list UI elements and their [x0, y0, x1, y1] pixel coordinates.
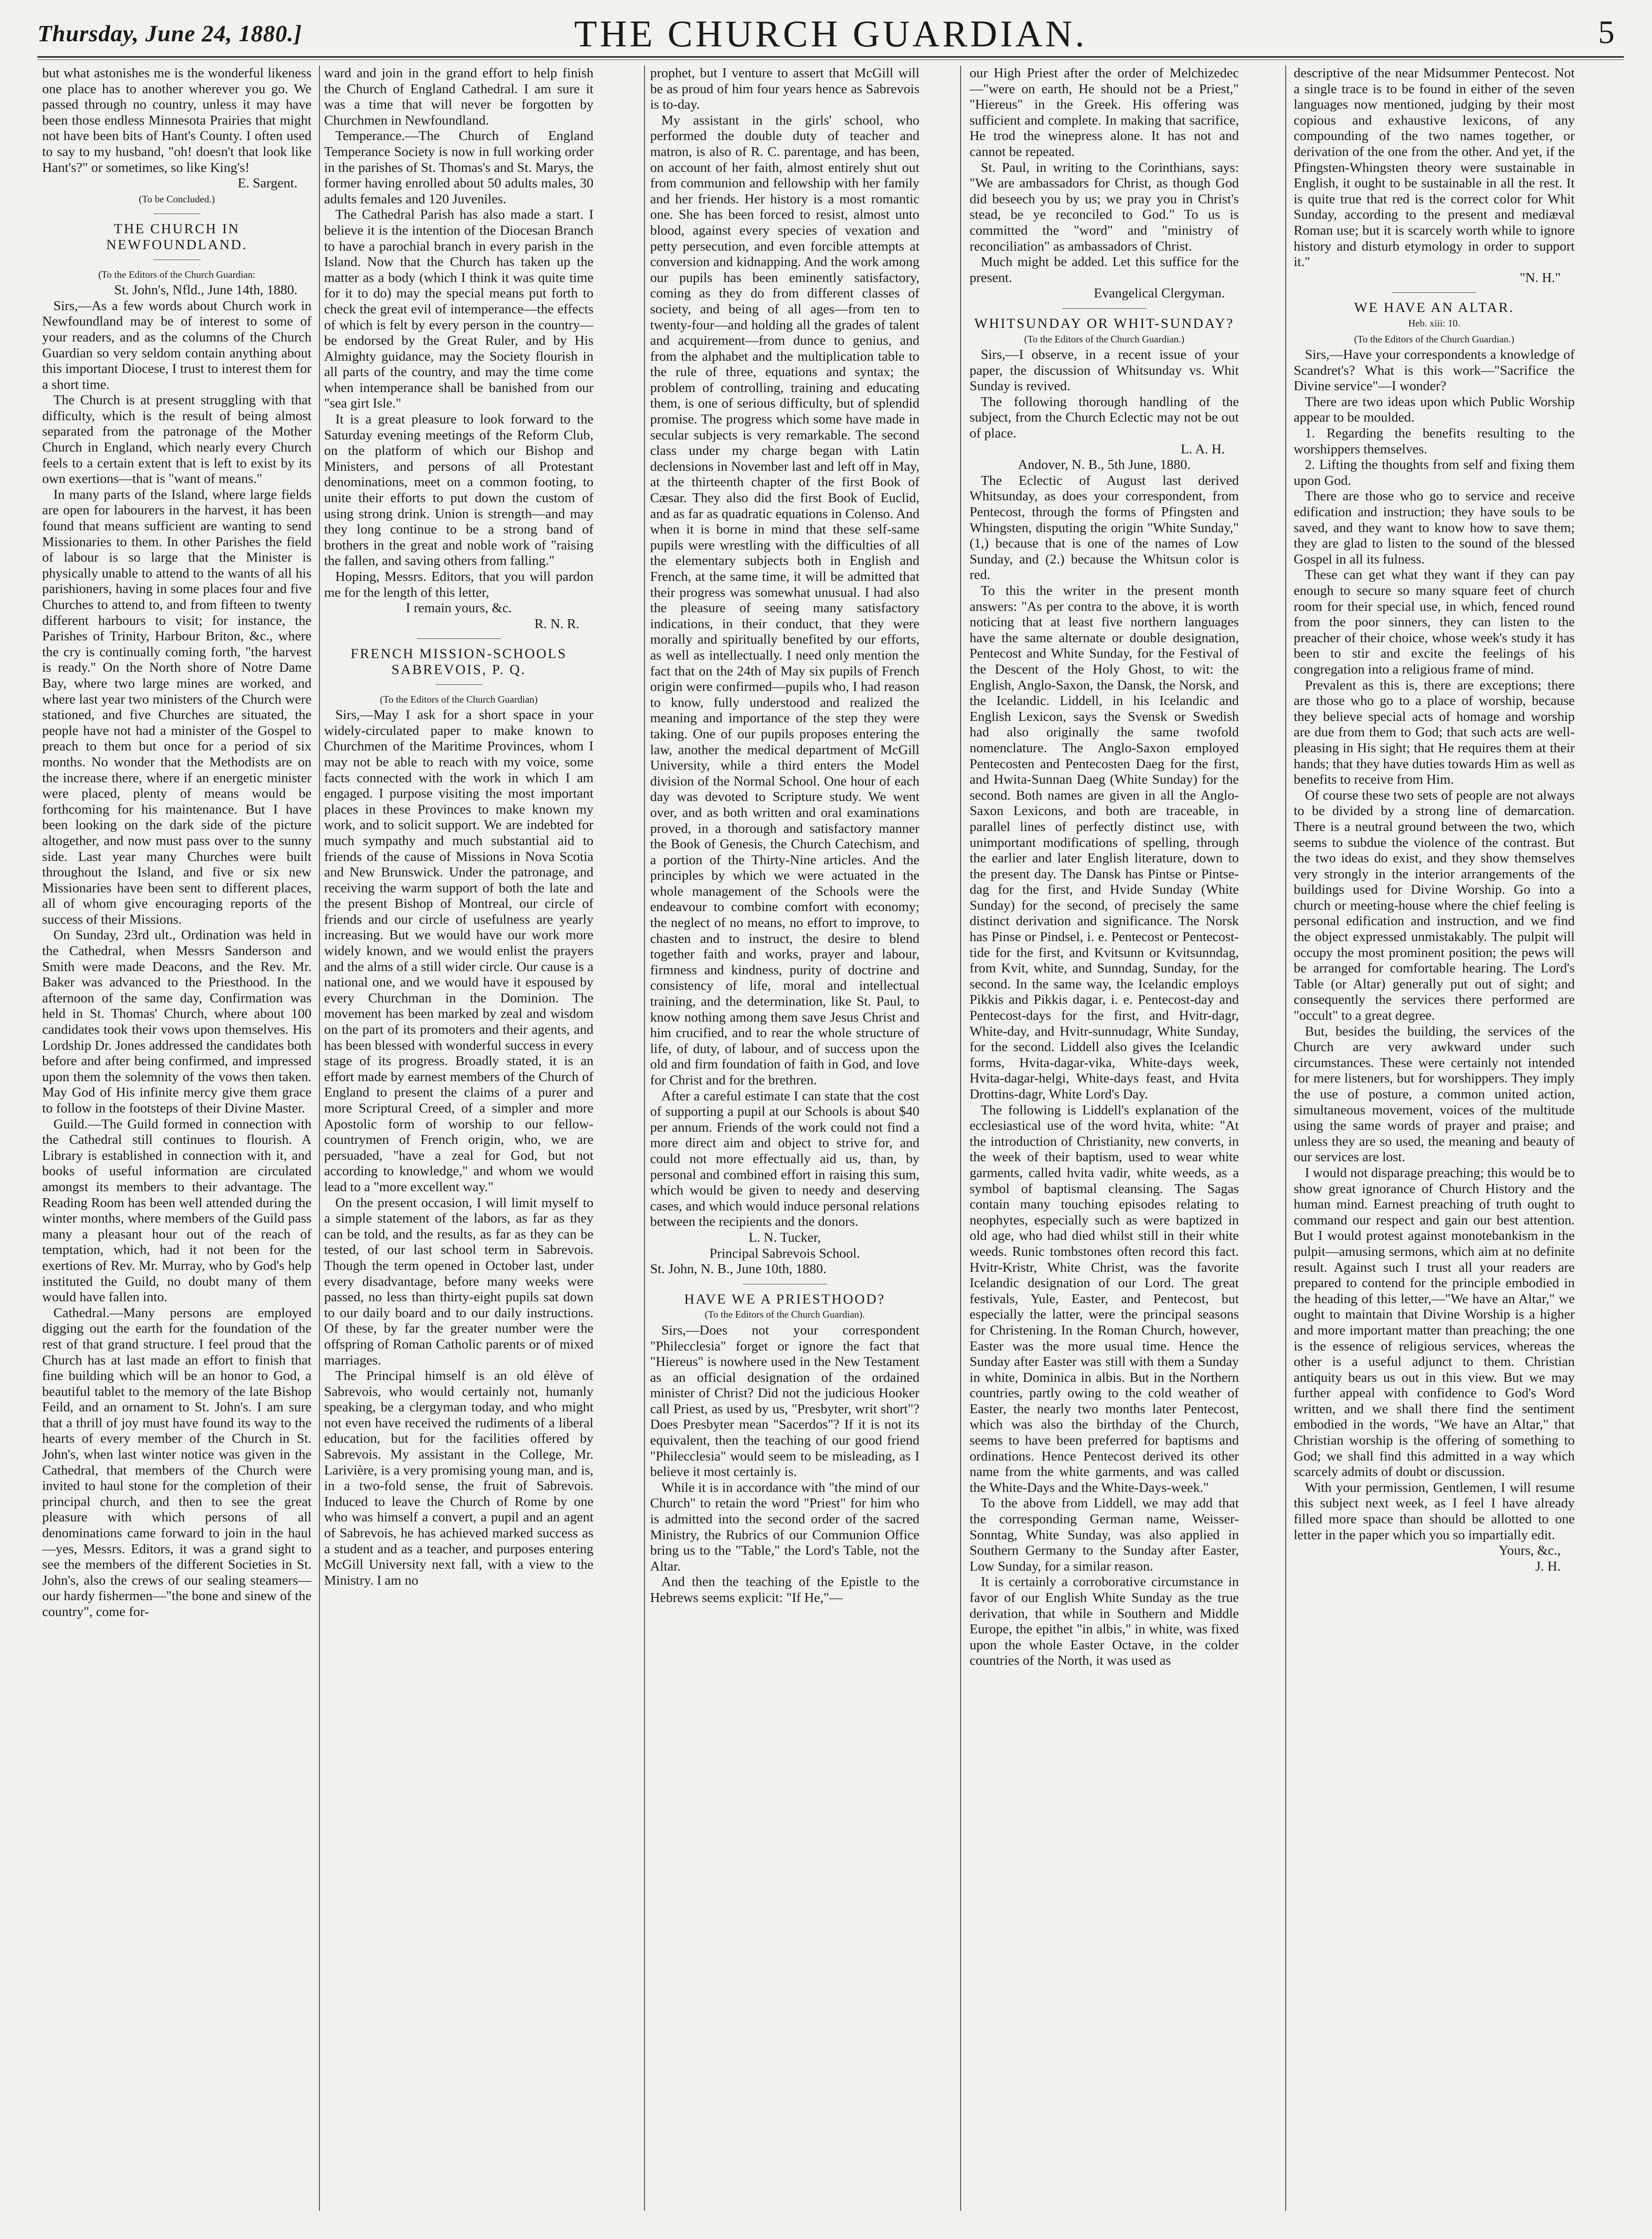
editors-note: (To the Editors of the Church Guardian.) [1354, 333, 1515, 345]
separator-rule [417, 638, 501, 639]
article-paragraph: There are those who go to service and receive edification and instruction; they have souls to be saved, and they want to know how to save them; they are glad to listen to the sound of the blessed Gospel in all its fulness. [1294, 489, 1575, 567]
letter-closing: Yours, &c., [1498, 1543, 1561, 1558]
lead-signature: E. Sargent. [237, 176, 297, 191]
newspaper-title: THE CHURCH GUARDIAN. [574, 14, 1088, 55]
article-paragraph: There are two ideas upon which Public Worship appear to be moulded. [1294, 394, 1575, 425]
column-5 [1294, 66, 1575, 2220]
article-paragraph: our High Priest after the order of Melchizedec—"were on earth, He should not be a Priest," "Hiereus" in the Greek. His offering was sufficient and complete. In making that sacrifice, He trod the winepress alone. It has not and cannot be repeated. [970, 66, 1239, 159]
separator-rule [154, 259, 200, 260]
editors-note: (To the Editors of the Church Guardian: [98, 268, 256, 280]
article-paragraph: descriptive of the near Midsummer Pentecost. Not a single trace is to be found in either of the seven languages now mentioned, judging by their most copious and exhaustive lexicons, of any compounding of the two names together, or derivation of the one from the other. And yet, if the Pfingsten-Whingsten theory were sustainable in English, it ought to be sustainable in all the rest. It is quite true that red is the correct color for Whit Sunday, according to the present and mediæval Roman use; but it is scarcely worth while to ignore history and disturb etymology in order to support it." [1294, 66, 1575, 270]
article-title: WHITSUNDAY OR WHIT-SUNDAY? [974, 315, 1234, 331]
letter-signature: R. N. R. [534, 616, 579, 631]
letter-signature-final: J. H. [1535, 1558, 1561, 1574]
issue-date: Thursday, June 24, 1880.] [37, 20, 302, 46]
article-paragraph: To the above from Liddell, we may add that the corresponding German name, Weisser-Sonntag, White Sunday, was also applied in Southern Germany to the Sunday after Easter, Low Sunday, for a similar reason. [970, 1496, 1239, 1574]
article-paragraph: On Sunday, 23rd ult., Ordination was held in the Cathedral, when Messrs Sanderson and Smith were made Deacons, and the Rev. Mr. Baker was advanced to the Priesthood. In the afternoon of the same day, Confirmation was held in St. Thomas' Church, where about 100 candidates took their vows upon themselves. His Lordship Dr. Jones addressed the candidates both before and after being confirmed, and impressed upon them the solemnity of the vows then taken. May God of His infinite mercy give them grace to follow in the footsteps of their Divine Master. [42, 927, 311, 1116]
article-paragraph: ward and join in the grand effort to help finish the Church of England Cathedral. I am sure it was a time that will never be forgotten by Churchmen in Newfoundland. [324, 66, 593, 128]
article-paragraph: I would not disparage preaching; this would be to show great ignorance of Church History and the human mind. Earnest preaching of truth ought to command our respect and gain our best attention. But I would protest against monotebankism in the pulpit—amusing sermons, which aim at no definite result. Against such I trust all your readers are prepared to contend for the principle embodied in the heading of this letter,—"We have an Altar," we ought to maintain that Divine Worship is a higher and more important matter than preaching; the one is the essence of religious services, whereas the other is a useful adjunct to them. Christian antiquity bears us out in this view. But we may further appeal with confidence to God's Word written, and we shall there find the sentiment embodied in the words, "We have an Altar," that Christian worship is the offering of something to God; we shall find this admitted in a way which scarcely admits of doubt or discussion. [1294, 1165, 1575, 1480]
letter-initials: L. A. H. [1180, 441, 1225, 457]
article-paragraph: The Principal himself is an old élève of Sabrevois, who would certainly not, humanly speaking, be a clergyman today, and who might not even have received the rudiments of a liberal education, but for the facilities offered by Sabrevois. My assistant in the College, Mr. Larivière, is a very promising young man, and is, in a two-fold sense, the fruit of Sabrevois. Induced to leave the Church of Rome by one who was himself a convert, a pupil and an agent of Sabrevois, he has achieved marked success as a student and as a teacher, and purposes entering McGill University next fall, with a view to the Ministry. I am no [324, 1368, 593, 1588]
dateline: St. John's, Nfld., June 14th, 1880. [114, 282, 297, 298]
signature-place: St. John, N. B., June 10th, 1880. [650, 1261, 827, 1277]
separator-rule [436, 684, 482, 685]
signature-name: L. N. Tucker, [748, 1230, 821, 1245]
article-paragraph: It is certainly a corroborative circumstance in favor of our English White Sunday as the true derivation, that while in Southern and Middle Europe, the epithet "in albis," in white, was fixed upon the whole Easter Octave, in the colder countries of the North, it was used as [970, 1574, 1239, 1668]
column-2 [324, 66, 593, 2220]
masthead-rule [37, 56, 1624, 58]
continued-note: (To be Concluded.) [139, 193, 215, 205]
article-paragraph: Of course these two sets of people are not always to be divided by a strong line of demarcation. There is a neutral ground between the two, which seems to subdue the violence of the contrast. But the two ideas do exist, and they show themselves very strongly in the interior arrangements of the buildings used for Divine Worship. Go into a church or meeting-house where the chief feeling is personal edification and instruction, and we find the object expressed unmistakably. The pulpit will occupy the most prominent position; the pews will be arranged for comfortable hearing. The Lord's Table (or Altar) generally put out of sight; and consequently the services there performed are "occult" to a great degree. [1294, 787, 1575, 1023]
article-paragraph: Temperance.—The Church of England Temperance Society is now in full working order in the parishes of St. Thomas's and St. Marys, the former having enrolled about 50 adults males, 30 adults females and 120 Juveniles. [324, 128, 593, 207]
article-paragraph: It is a great pleasure to look forward to the Saturday evening meetings of the Reform Club, on the platform of which our Bishop and Ministers, and persons of all Protestant denominations, meet on a common footing, to unite their efforts to put down the custom of using strong drink. Union is strength—and may they long continue to be a strong band of brothers in the great and noble work of "raising the fallen, and saving others from falling." [324, 412, 593, 569]
article-paragraph: The Eclectic of August last derived Whitsunday, as does your correspondent, from Pentecost, through the forms of Pfingsten and Whingsten, disputing the origin "White Sunday," (1,) because that is one of the names of Low Sunday, and (2.) because the Whitsun color is red. [970, 473, 1239, 583]
article-paragraph: Prevalent as this is, there are exceptions; there are those who go to a place of worship, because they believe special acts of homage and worship are due from them to God; that such acts are well-pleasing in His sight; that He requires them at their hands; that they have duties towards Him as well as benefits to receive from Him. [1294, 677, 1575, 787]
article-paragraph: Sirs,—Have your correspondents a knowledge of Scandret's? What is this work—"Sacrifice the Divine service"—I wonder? [1294, 347, 1575, 394]
article-paragraph: In many parts of the Island, where large fields are open for labourers in the harvest, it has been found that means sufficient are wanting to send Missionaries to them. In other Parishes the field of labour is so large that the Minister is physically unable to attend to the wants of all his parishioners, having in some places four and five Churches to attend to, and from fifteen to twenty different harbours to visit; for instance, the Parishes of Trinity, Harbour Briton, &c., where the cry is continually coming forth, "the harvest is ready." On the North shore of Notre Dame Bay, where two large mines are worked, and where last year two ministers of the Church were stationed, and five Churches are situated, the people have not had a minister of the Gospel to preach to them but once for a period of six months. No wonder that the Methodists are on the increase there, where if an energetic minister were placed, plenty of means would be forthcoming for his maintenance. But I have been looking on the dark side of the picture altogether, and now must pass over to the sunny side. Last year many Churches were built throughout the Island, and five or six new Missionaries have been sent to different places, all of whom give encouraging reports of the success of their Missions. [42, 487, 311, 927]
column-4 [970, 66, 1239, 2220]
letter-signature: "N. H." [1519, 270, 1561, 285]
article-paragraph: Hoping, Messrs. Editors, that you will pardon me for the length of this letter, [324, 569, 593, 600]
article-paragraph: St. Paul, in writing to the Corinthians, says: "We are ambassadors for Christ, as though God did beseech you by us; we pray you in Christ's stead, be ye reconciled to God." To us is committed the "word" and "ministry of reconciliation" as ambassadors of Christ. [970, 160, 1239, 254]
signature-title: Principal Sabrevois School. [709, 1246, 860, 1261]
article-paragraph: To this the writer in the present month answers: "As per contra to the above, it is worth noticing that at least five northern languages have the same alternate or double designation, Pentecost and White Sunday, for the Festival of the Descent of the Holy Ghost, to wit: the English, Anglo-Saxon, the Dansk, the Norsk, and the Icelandic. Liddell, in his Icelandic and English Lexicon, says the Svensk or Swedish had also originally the same twofold nomenclature. The Anglo-Saxon employed Pentecosten and Pentecosten Daeg for the first, and Hwita-Sunnan Daeg (White Sunday) for the second. Both names are given in all the Anglo-Saxon Lexicons, and both are traceable, in parallel lines of perfectly distinct use, with unimportant modifications of spelling, through the earlier and later English literature, down to the present day. The Dansk has Pintse or Pintse-dag for the first, and Hvide Sunday (White Sunday) for the second, of precisely the same distinct derivation and significance. The Norsk has Pinse or Pindsel, i. e. Pentecost or Pentecost-tide for the first, and Kvitsunn or Kvitsunndag, from Kvit, white, and Sunndag, Sunday, for the second. In the same way, the Icelandic employs Pikkis and Pikkis dagar, i. e. Pentecost-day and Pentecost-days for the first, and Hvitr-dagr, White-day, and Hvitr-sunnudagr, White Sunday, for the second. Liddell also gives the Icelandic forms, Hvita-dagar-vika, White-days week, Hvita-dagar-helgi, White-days feast, and Hvita Drottins-dagr, White Lord's Day. [970, 583, 1239, 1102]
page-number: 5 [1598, 15, 1615, 51]
masthead-rule-thin [37, 59, 1624, 60]
article-paragraph: The following thorough handling of the subject, from the Church Eclectic may not be out of place. [970, 394, 1239, 441]
article-title: WE HAVE AN ALTAR. [1354, 300, 1514, 316]
separator-rule [1392, 292, 1476, 293]
editors-note: (To the Editors of the Church Guardian). [704, 1309, 865, 1320]
letter-closing: I remain yours, &c. [406, 601, 512, 616]
article-paragraph: And then the teaching of the Epistle to the Hebrews seems explicit: "If He,"— [650, 1574, 919, 1605]
article-title: HAVE WE A PRIESTHOOD? [684, 1291, 886, 1307]
article-paragraph: With your permission, Gentlemen, I will resume this subject next week, as I feel I have already filled more space than should be allotted to one letter in the paper which you so impartially edit. [1294, 1480, 1575, 1542]
article-paragraph: The Church is at present struggling with that difficulty, which is the result of being almost separated from the patronage of the Mother Church in England, which nearly every Church feels to a certain extent that is left to exist by its own exertions—that is "want of means." [42, 393, 311, 487]
article-paragraph: After a careful estimate I can state that the cost of supporting a pupil at our Schools is about $40 per annum. Friends of the work could not find a more direct aim and object to strive for, and could not more effectually aid us, than, by personal and combined effort in raising this sum, which would be given to needy and deserving cases, and which would induce personal relations between the recipients and the donors. [650, 1088, 919, 1230]
letter-dateline: Andover, N. B., 5th June, 1880. [1018, 457, 1191, 473]
column-3 [650, 66, 919, 2220]
article-paragraph: Sirs,—I observe, in a recent issue of your paper, the discussion of Whitsunday vs. Whit Sunday is revived. [970, 347, 1239, 394]
article-title: THE CHURCH IN NEWFOUNDLAND. [106, 221, 248, 252]
article-paragraph: Sirs,—As a few words about Church work in Newfoundland may be of interest to some of your readers, and as the columns of the Church Guardian so very seldom contain anything about this important Diocese, I trust to interest them for a short time. [42, 298, 311, 392]
column-1 [42, 66, 311, 2220]
article-paragraph: 1. Regarding the benefits resulting to the worshippers themselves. [1294, 426, 1575, 457]
article-columns [42, 66, 1635, 2220]
article-paragraph: Much might be added. Let this suffice for the present. [970, 254, 1239, 285]
article-paragraph: My assistant in the girls' school, who performed the double duty of teacher and matron, is also of R. C. parentage, and has been, on account of her faith, almost entirely shut out from communion and fellowship with her family and her friends. Her history is a most romantic one. She has been forced to resist, almost unto blood, against every species of vexation and petty persecution, and even forcible attempts at conversion and kidnapping. And the work among our pupils has been eminently satisfactory, coming as they do from different classes of society, and being of all ages—from ten to twenty-four—and holding all the grades of talent and acquirement—from dunce to genius, and from the alphabet and the multiplication table to the rule of three, equations and syntax; the problem of controlling, training and educating them, is one of serious difficulty, but of splendid promise. The progress which some have made in secular subjects is very remarkable. The second class under my charge began with Latin declensions in November last and left off in May, at the thirteenth chapter of the first Book of Cæsar. They also did the first Book of Euclid, and as far as quadratic equations in Colenso. And when it is borne in mind that these self-same pupils were wrestling with the difficulties of all the elementary subjects both in English and French, at the same time, it will be admitted that their progress was somewhat unusual. I had also the pleasure of seeing many satisfactory indications, in their conduct, that they were morally and spiritually benefited by our efforts, as well as intellectually. I need only mention the fact that on the 24th of May six pupils of French origin were confirmed—pupils who, I had reason to know, fully understood and realized the meaning and importance of the step they were taking. One of our pupils proposes entering the law, another the medical department of McGill University, while a third enters the Model division of the Normal School. One hour of each day was devoted to Scripture study. We went over, and as both written and oral examinations proved, in a thorough and satisfactory manner the Book of Genesis, the Church Catechism, and a portion of the Thirty-Nine articles. And the principles by which we were actuated in the whole management of the Schools were the endeavour to combine comfort with economy; the neglect of no means, no effort to improve, to chasten and to instruct, the desire to blend together faith and works, prayer and labour, firmness and kindness, purity of doctrine and consistency of life, moral and intellectual training, and the determination, like St. Paul, to know nothing among them save Jesus Christ and him crucified, and to rear the whole structure of life, of duty, of labour, and of success upon the old and firm foundation of faith in God, and love for Christ and for the brethren. [650, 112, 919, 1088]
article-paragraph: While it is in accordance with "the mind of our Church" to retain the word "Priest" for him who is admitted into the second order of the sacred Ministry, the Rubrics of our Communion Office bring us to the "Table," the Lord's Table, not the Altar. [650, 1480, 919, 1574]
letter-signature: Evangelical Clergyman. [1094, 286, 1225, 301]
article-paragraph: The following is Liddell's explanation of the ecclesiastical use of the word hvita, white: "At the introduction of Christianity, new converts, in the week of their baptism, used to wear white garments, called hvita vadir, white weeds, as a symbol of baptismal cleansing. The Sagas contain many touching episodes relating to neophytes, especially such as were baptized in old age, who had died whilst still in their white weeds. Runic tombstones often record this fact. Hvitr-Kristr, White Christ, was the favorite Icelandic designation of our Lord. The great festivals, Yule, Easter, and Pentecost, but especially the latter, were the principal seasons for Christening. In the Roman Church, however, Easter was the more usual time. Hence the Sunday after Easter was still with them a Sunday in white, Dominica in albis. But in the Northern countries, partly owing to the cold weather of Easter, the nearly two months later Pentecost, which was also the birthday of the Church, seems to have been preferred for baptisms and ordinations. Hence Pentecost derived its other name from the white garments, and was called the White-Days and the White-Days-week." [970, 1102, 1239, 1495]
article-paragraph: Cathedral.—Many persons are employed digging out the earth for the foundation of the rest of that grand structure. I feel proud that the Church has at last made an effort to finish that fine building which will be an honor to God, a beautiful tablet to the memory of the late Bishop Feild, and an ornament to St. John's. I am sure that a thrill of joy must have found its way to the hearts of every member of the Church in St. John's, when last winter notice was given in the Cathedral, that members of the Church were invited to haul stone for the completion of their principal church, and then to see the great pleasure with which persons of all denominations came forward to join in the haul—yes, Messrs. Editors, it was a grand sight to see the members of the different Societies in St. John's, also the crews of our sealing steamers—our hardy fishermen—"the bone and sinew of the country", come for- [42, 1305, 311, 1619]
article-paragraph: Guild.—The Guild formed in connection with the Cathedral still continues to flourish. A Library is established in connection with it, and books of useful information are circulated amongst its members to their advantage. The Reading Room has been well attended during the winter months, where members of the Guild pass many a pleasant hour out of the reach of temptation, which, had it not been for the exertions of Rev. Mr. Murray, who by God's help instituted the Guild, no doubt many of them would have fallen into. [42, 1116, 311, 1305]
masthead [37, 9, 1624, 56]
article-paragraph: On the present occasion, I will limit myself to a simple statement of the labors, as far as they can be told, and the results, as far as they can be tested, of our last school term in Sabrevois. Though the term opened in October last, under every disadvantage, before many weeks were passed, no less than thirty-eight pupils sat down to our daily board and to our daily instructions. Of these, by far the greater number were the offspring of Roman Catholic parents or of mixed marriages. [324, 1195, 593, 1368]
article-paragraph: prophet, but I venture to assert that McGill will be as proud of him four years hence as Sabrevois is to-day. [650, 66, 919, 112]
article-paragraph: Sirs,—May I ask for a short space in your widely-circulated paper to make known to Churchmen of the Maritime Provinces, whom I may not be able to reach with my voice, some facts connected with the work in which I am engaged. I purpose visiting the most important places in these Provinces to make known my work, and to solicit support. We are indebted for much sympathy and much substantial aid to friends of the cause of Missions in Nova Scotia and New Brunswick. Under the patronage, and receiving the warm support of both the late and the present Bishop of Montreal, our circle of friends and our circle of usefulness are yearly increasing. But we would have our work more widely known, and we would enlist the prayers and the alms of a still wider circle. Our cause is a national one, and we would have it espoused by every Churchman in the Dominion. The movement has been marked by zeal and wisdom on the part of its promoters and their agents, and has been blessed with wonderful success in every stage of its progress. Broadly stated, it is an effort made by earnest members of the Church of England to present the claims of a purer and more Scriptural Creed, of a simpler and more Apostolic form of worship to our fellow-countrymen of French origin, who, we are persuaded, "have a zeal for God, but not according to knowledge," and whom we would lead to a "more excellent way." [324, 707, 593, 1194]
article-paragraph: These can get what they want if they can pay enough to secure so many square feet of church room for their special use, in which, fenced round from the poor sinners, they can listen to the preacher of their choice, whose week's study it has been to stir and excite the feelings of his congregation into a religious frame of mind. [1294, 567, 1575, 677]
separator-rule [1062, 308, 1147, 309]
article-paragraph: 2. Lifting the thoughts from self and fixing them upon God. [1294, 457, 1575, 488]
separator-rule [154, 214, 200, 215]
article-title: FRENCH MISSION-SCHOOLS SABREVOIS, P. Q. [350, 646, 567, 677]
separator-rule [743, 1284, 827, 1285]
editors-note: (To the Editors of the Church Guardian) [380, 693, 538, 705]
article-paragraph: The Cathedral Parish has also made a start. I believe it is the intention of the Diocesan Branch to have a parochial branch in every parish in the Island. Now that the Church has taken up the matter as a body (which I think it was quite time for it to do) may the special means put forth to check the great evil of intemperance—the effects of which is felt by every person in the country—be endorsed by the Great Ruler, and by His Almighty guidance, may the Society flourish in all parts of the country, and may the time come when intemperance shall be banished from our "sea girt Isle." [324, 207, 593, 411]
lead-paragraph: but what astonishes me is the wonderful likeness one place has to another wherever you go. We passed through no country, unless it may have been those endless Minnesota Prairies that might not have been bits of Hant's County. I often used to say to my husband, "oh! doesn't that look like Hant's?" or sometimes, so like King's! [42, 66, 311, 175]
article-paragraph: But, besides the building, the services of the Church are very awkward under such circumstances. These were certainly not intended for mere listeners, but for worshippers. They imply the use of posture, a common united action, simultaneous movement, voices of the multitude using the same words of prayer and praise; and unless they are so used, the meaning and beauty of our services are lost. [1294, 1023, 1575, 1165]
editors-note: (To the Editors of the Church Guardian.) [1024, 333, 1185, 345]
scripture-reference: Heb. xiii: 10. [1408, 317, 1460, 329]
article-paragraph: Sirs,—Does not your correspondent "Philecclesia" forget or ignore the fact that "Hiereus" is nowhere used in the New Testament as an official designation of the ordained minister of Christ? Did not the judicious Hooker call Priest, as used by us, "Presbyter, writ short"? Does Presbyter mean "Sacerdos"? If it is not its equivalent, then the teaching of our good friend "Philecclesia" would seem to be misleading, as I believe it most certainly is. [650, 1322, 919, 1480]
